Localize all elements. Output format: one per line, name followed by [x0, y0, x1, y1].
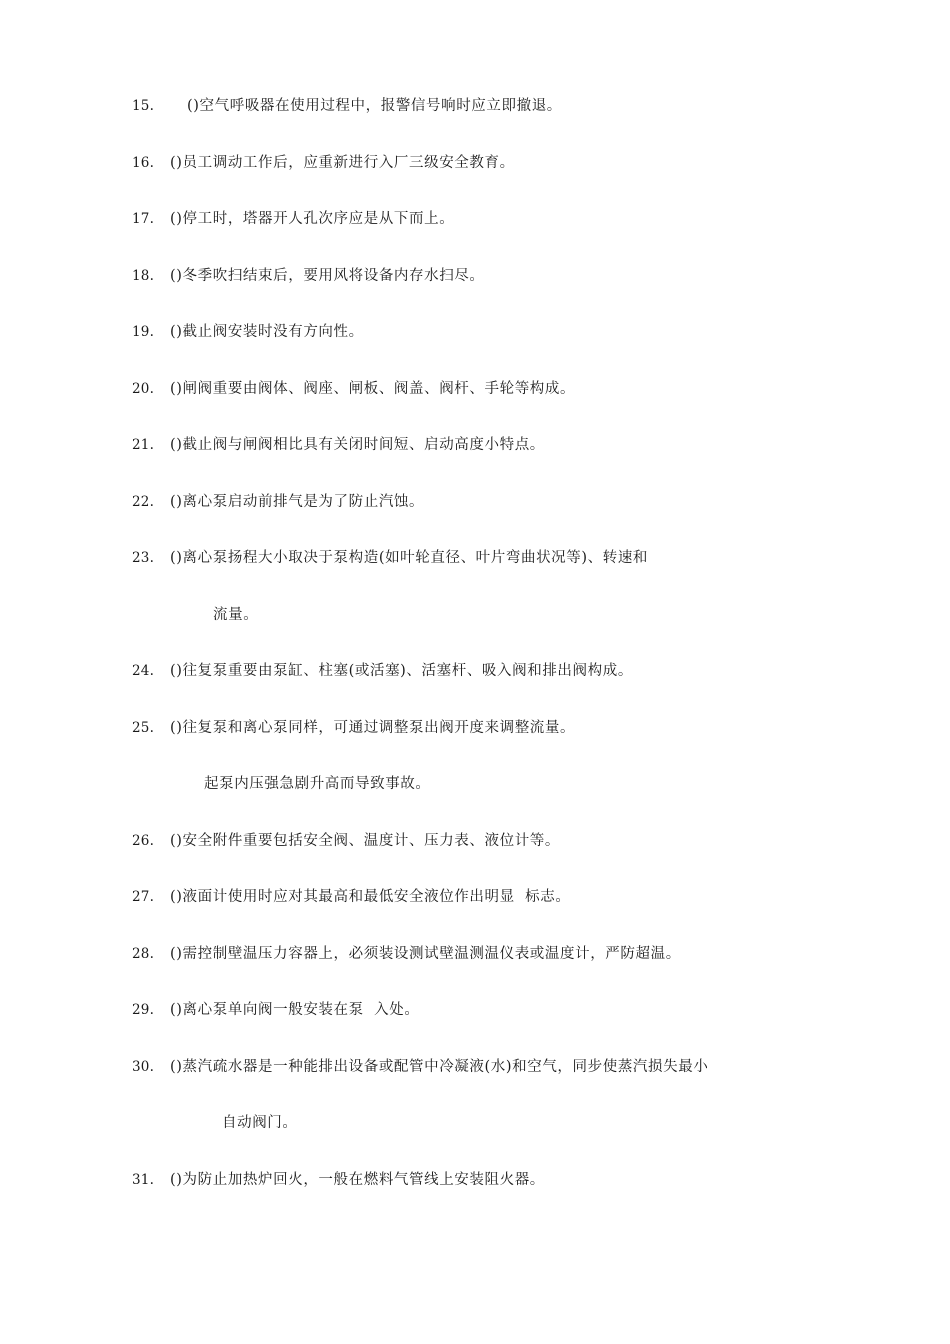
question-text: ()截止阀与闸阀相比具有关闭时间短、启动高度小特点。	[170, 437, 545, 453]
question-31	[0, 1168, 950, 1192]
question-25	[0, 716, 950, 740]
question-16	[0, 151, 950, 175]
question-text: ()离心泵单向阀一般安装在泵 入处。	[170, 1002, 420, 1018]
question-30-continuation	[0, 1111, 950, 1135]
question-number: 19.	[132, 324, 155, 340]
question-text: ()员工调动工作后，应重新进行入厂三级安全教育。	[170, 155, 515, 171]
question-26	[0, 829, 950, 853]
question-number: 15.	[132, 98, 155, 114]
question-number: 17.	[132, 211, 155, 227]
question-30	[0, 1055, 950, 1079]
continuation-text: 流量。	[213, 607, 259, 623]
question-text: ()往复泵重要由泵缸、柱塞(或活塞)、活塞杆、吸入阀和排出阀构成。	[170, 663, 633, 679]
question-19	[0, 320, 950, 344]
question-23-continuation	[0, 603, 950, 627]
question-text: ()蒸汽疏水器是一种能排出设备或配管中冷凝液(水)和空气，同步使蒸汽损失最小	[170, 1059, 709, 1075]
question-15	[0, 94, 950, 118]
question-number: 30.	[132, 1059, 155, 1075]
question-number: 31.	[132, 1172, 155, 1188]
question-number: 22.	[132, 494, 155, 510]
question-text: ()停工时，塔器开人孔次序应是从下而上。	[170, 211, 455, 227]
question-text: ()需控制壁温压力容器上，必须装设测试壁温测温仪表或温度计，严防超温。	[170, 946, 681, 962]
question-25-continuation	[0, 772, 950, 796]
question-number: 18.	[132, 268, 155, 284]
question-number: 20.	[132, 381, 155, 397]
continuation-text: 自动阀门。	[222, 1115, 298, 1131]
question-text: ()闸阀重要由阀体、阀座、闸板、阀盖、阀杆、手轮等构成。	[170, 381, 576, 397]
question-text: ()为防止加热炉回火，一般在燃料气管线上安装阻火器。	[170, 1172, 545, 1188]
question-number: 21.	[132, 437, 155, 453]
question-text: ()冬季吹扫结束后，要用风将设备内存水扫尽。	[170, 268, 485, 284]
question-29	[0, 998, 950, 1022]
question-text: ()离心泵扬程大小取决于泵构造(如叶轮直径、叶片弯曲状况等)、转速和	[170, 550, 649, 566]
question-21	[0, 433, 950, 457]
question-17	[0, 207, 950, 231]
question-number: 28.	[132, 946, 155, 962]
question-number: 16.	[132, 155, 155, 171]
question-23	[0, 546, 950, 570]
question-text: ()安全附件重要包括安全阀、温度计、压力表、液位计等。	[170, 833, 561, 849]
question-number: 26.	[132, 833, 155, 849]
question-18	[0, 264, 950, 288]
continuation-text: 起泵内压强急剧升高而导致事故。	[204, 776, 431, 792]
question-number: 25.	[132, 720, 155, 736]
question-28	[0, 942, 950, 966]
question-text: ()往复泵和离心泵同样，可通过调整泵出阀开度来调整流量。	[170, 720, 576, 736]
question-number: 27.	[132, 889, 155, 905]
question-number: 23.	[132, 550, 155, 566]
question-20	[0, 377, 950, 401]
question-text: ()空气呼吸器在使用过程中，报警信号响时应立即撤退。	[187, 98, 562, 114]
question-text: ()截止阀安装时没有方向性。	[170, 324, 364, 340]
question-text: ()液面计使用时应对其最高和最低安全液位作出明显 标志。	[170, 889, 571, 905]
question-number: 24.	[132, 663, 155, 679]
question-text: ()离心泵启动前排气是为了防止汽蚀。	[170, 494, 425, 510]
question-number: 29.	[132, 1002, 155, 1018]
question-24	[0, 659, 950, 683]
question-22	[0, 490, 950, 514]
question-27	[0, 885, 950, 909]
